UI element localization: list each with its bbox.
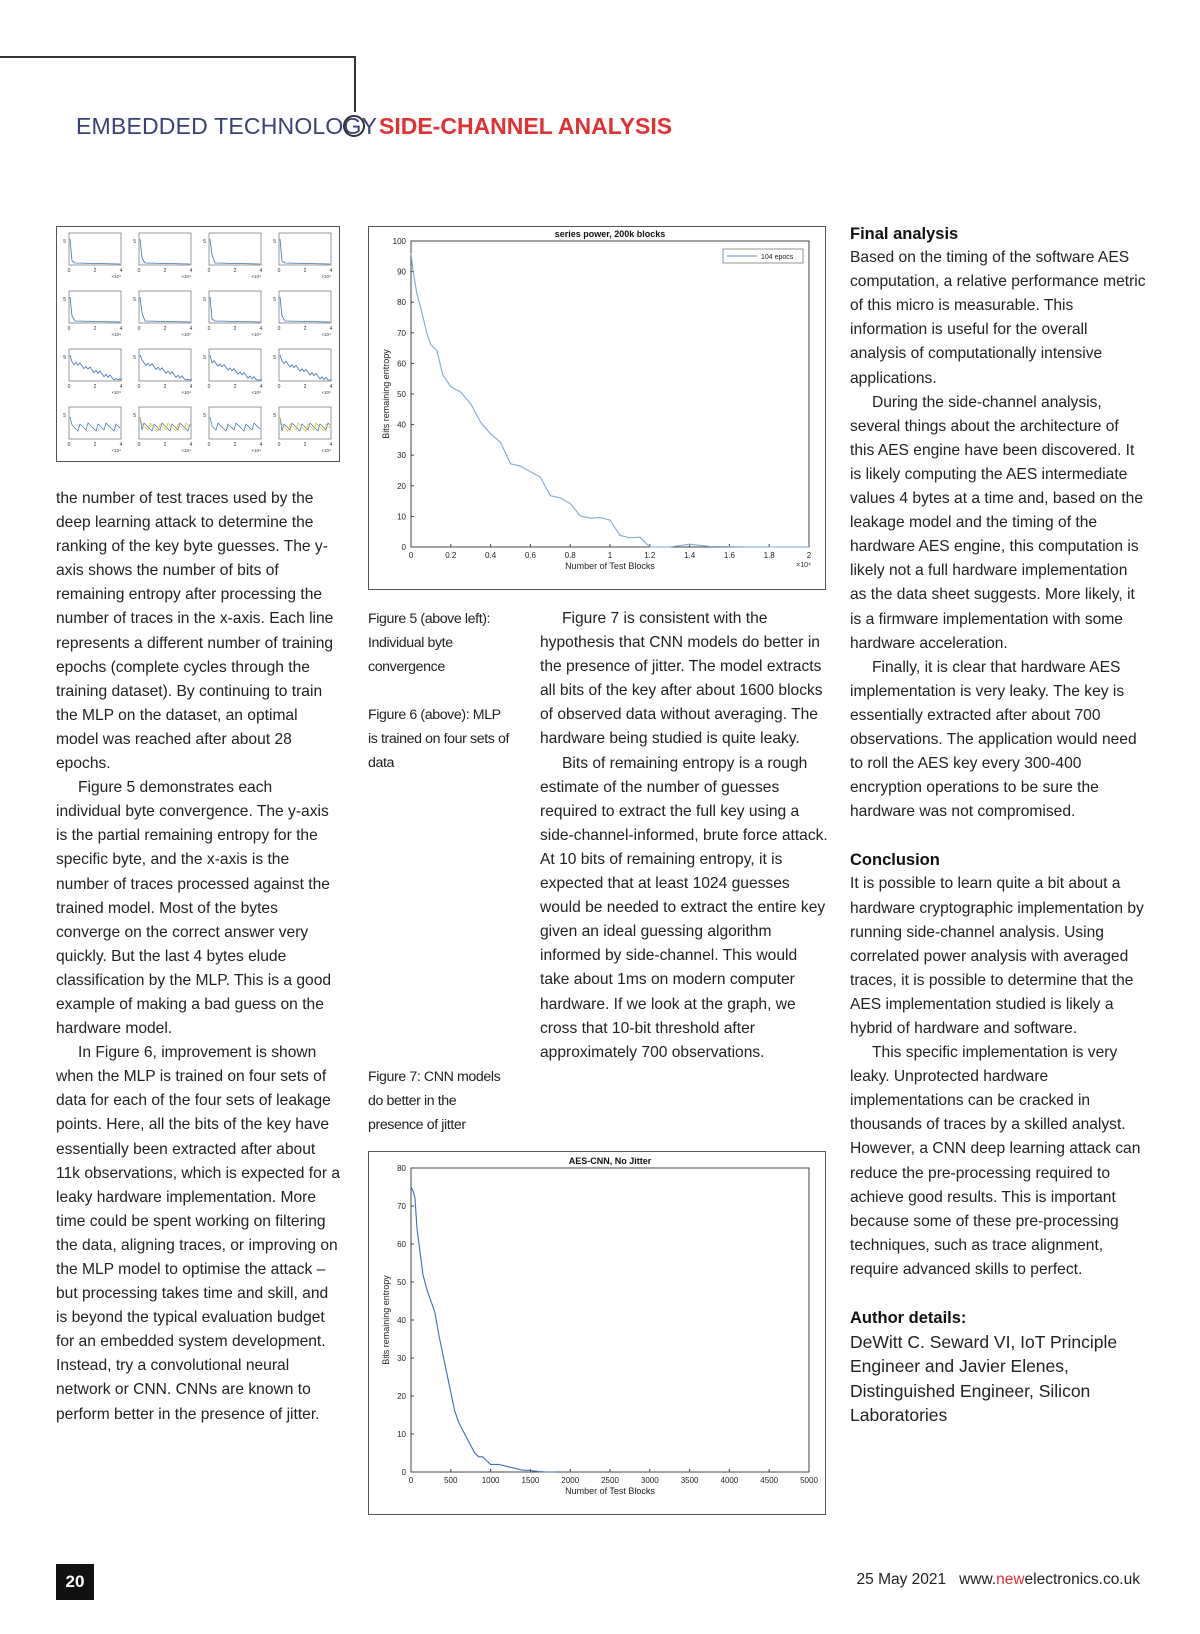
footer-date: 25 May 2021	[856, 1571, 947, 1588]
mini-x-exponent: ×10⁴	[111, 390, 121, 395]
mini-x-tick-label: 4	[329, 384, 333, 390]
y-tick-label: 70	[397, 328, 406, 338]
chart-title: series power, 200k blocks	[554, 229, 666, 239]
final-para-2: During the side-channel analysis, several things about the architecture of this AES engine have been discovered. It is likely computing the AES intermediate values 4 bytes at a time and, based on the leakage model and the timing of the hardware AES engine, this computation is likely not a full hardware implementation as the data sheet suggests. More likely, it is a firmware implementation with some hardware acceleration.	[850, 393, 1144, 652]
footer-site-post: electronics.co.uk	[1024, 1571, 1140, 1588]
plot-area	[411, 241, 809, 547]
x-tick-label: 2000	[561, 1476, 580, 1485]
mini-x-tick-label: 0	[67, 442, 71, 448]
mini-x-tick-label: 4	[259, 326, 263, 332]
x-tick-label: 2500	[601, 1476, 619, 1485]
footer-site-brand: new	[996, 1571, 1025, 1588]
mini-y-tick-label: 5	[273, 297, 276, 303]
col1-para-1: the number of test traces used by the deep learning attack to determine the ranking of the key byte guesses. The y-axis shows the number of bits of remaining entropy after processing the number of traces in the x-axis. Each line represents a different number of training epochs (complete cycles through the training dataset). By continuing to train the MLP on the dataset, an optimal model was reached after about 28 epochs.	[56, 490, 334, 773]
mini-x-tick-label: 2	[233, 384, 237, 390]
y-tick-label: 20	[397, 1392, 406, 1401]
figure-7-chart	[369, 1152, 825, 1514]
mini-plot-frame	[69, 233, 121, 265]
mini-x-tick-label: 0	[137, 268, 141, 274]
x-tick-label: 5000	[800, 1476, 818, 1485]
y-tick-label: 10	[397, 512, 406, 522]
column-3	[850, 222, 1146, 1427]
mini-x-exponent: ×10⁴	[111, 448, 121, 453]
mini-x-exponent: ×10⁴	[251, 390, 261, 395]
y-tick-label: 40	[397, 420, 406, 430]
mini-x-tick-label: 0	[277, 442, 281, 448]
mini-y-tick-label: 5	[133, 413, 136, 419]
mini-x-tick-label: 4	[119, 442, 123, 448]
mini-x-exponent: ×10⁴	[251, 274, 261, 279]
col1-para-3: In Figure 6, improvement is shown when the MLP is trained on four sets of data for each of the four sets of leakage points. Here, all the bits of the key have essentially been extracted after about 11k observations, which is expected for a leaky hardware implementation. More time could be spent working on filtering the data, aligning traces, or improving on the MLP model to optimise the attack – but processing takes time and skill, and is beyond the typical evaluation budget for an embedded system development. Instead, try a convolutional neural network or CNN. CNNs are known to perform better in the presence of jitter.	[56, 1044, 341, 1423]
mini-plot-frame	[279, 407, 331, 439]
x-tick-label: 0.6	[524, 551, 536, 560]
mini-x-tick-label: 0	[277, 384, 281, 390]
figure-7-caption: Figure 7: CNN models do better in the presence of jitter	[368, 1069, 501, 1134]
y-tick-label: 80	[397, 298, 406, 308]
conclusion-para-2: This specific implementation is very leaky. Unprotected hardware implementations can be cracked in thousands of traces by a skilled analyst. However, a CNN deep learning attack can reduce the pre-processing required to achieve good results. This is important because some of these pre-processing techniques, such as trace alignment, require advanced skills to perfect.	[850, 1044, 1141, 1278]
mini-x-tick-label: 2	[233, 326, 237, 332]
footer-site-pre: www.	[959, 1571, 997, 1588]
x-axis-label: Number of Test Blocks	[565, 1486, 655, 1496]
mini-x-exponent: ×10⁴	[111, 332, 121, 337]
mini-y-tick-label: 5	[133, 239, 136, 245]
topic-title: SIDE-CHANNEL ANALYSIS	[379, 113, 673, 139]
x-tick-label: 1.2	[644, 551, 656, 560]
y-tick-label: 60	[397, 1240, 406, 1249]
chart-title: AES-CNN, No Jitter	[568, 1156, 652, 1166]
mini-x-exponent: ×10⁴	[181, 332, 191, 337]
mini-x-tick-label: 2	[163, 268, 167, 274]
column-1	[56, 487, 340, 1427]
col2-para-1: Figure 7 is consistent with the hypothesis that CNN models do better in the presence of jitter. The model extracts all bits of the key after about 1600 blocks of observed data without averaging. The hardware being studied is quite leaky.	[540, 610, 823, 748]
conclusion-para-1: It is possible to learn quite a bit about a hardware cryptographic implementation by running side-channel analysis. Using correlated power analysis with averaged traces, it is possible to determine that the AES implementation studied is likely a hybrid of hardware and software.	[850, 875, 1144, 1037]
x-tick-label: 2	[806, 551, 812, 560]
mini-x-tick-label: 4	[119, 326, 123, 332]
mini-x-tick-label: 2	[303, 326, 307, 332]
y-tick-label: 100	[392, 237, 406, 246]
mini-plot-frame	[279, 291, 331, 323]
mini-x-exponent: ×10⁴	[181, 274, 191, 279]
x-tick-label: 1.8	[763, 551, 775, 560]
mini-x-exponent: ×10⁴	[181, 390, 191, 395]
mini-x-tick-label: 2	[163, 384, 167, 390]
mini-x-exponent: ×10⁴	[181, 448, 191, 453]
x-tick-label: 0	[408, 551, 414, 560]
mini-x-tick-label: 2	[93, 326, 97, 332]
mini-y-tick-label: 5	[203, 413, 206, 419]
mini-x-tick-label: 4	[189, 326, 193, 332]
section-title: EMBEDDED TECHNOLOGY	[76, 113, 378, 139]
mini-x-tick-label: 4	[119, 384, 123, 390]
mini-plot-frame	[139, 291, 191, 323]
mini-x-tick-label: 0	[137, 326, 141, 332]
mini-x-tick-label: 4	[329, 326, 333, 332]
mini-x-tick-label: 4	[189, 442, 193, 448]
mini-x-tick-label: 2	[93, 268, 97, 274]
mini-plot-frame	[279, 349, 331, 381]
mini-x-tick-label: 0	[67, 268, 71, 274]
y-tick-label: 40	[397, 1316, 406, 1325]
author-heading: Author details:	[850, 1309, 967, 1328]
x-tick-label: 1000	[481, 1476, 500, 1485]
mini-x-tick-label: 4	[189, 384, 193, 390]
mini-y-tick-label: 5	[203, 355, 206, 361]
mini-x-tick-label: 2	[163, 326, 167, 332]
mini-y-tick-label: 5	[203, 297, 206, 303]
header-rule	[0, 56, 355, 58]
legend-label: 104 epocs	[761, 254, 794, 261]
figure-6-chart	[369, 227, 825, 589]
mini-x-tick-label: 0	[277, 326, 281, 332]
y-tick-label: 70	[397, 1202, 406, 1211]
y-tick-label: 60	[397, 359, 406, 369]
mini-plot-frame	[69, 291, 121, 323]
mini-x-tick-label: 0	[137, 442, 141, 448]
footer-info	[857, 1571, 1140, 1589]
y-tick-label: 50	[397, 390, 406, 399]
header-rule-vertical	[354, 56, 356, 112]
y-tick-label: 20	[397, 481, 406, 491]
mini-y-tick-label: 5	[273, 239, 276, 245]
y-tick-label: 30	[397, 451, 406, 461]
x-tick-label: 500	[444, 1476, 458, 1485]
x-tick-label: 4000	[720, 1476, 739, 1485]
figure-7-chart-frame	[368, 1151, 826, 1515]
mini-x-tick-label: 0	[67, 326, 71, 332]
mini-x-tick-label: 4	[119, 268, 123, 274]
mini-x-tick-label: 4	[329, 268, 333, 274]
x-tick-label: 1.4	[684, 551, 696, 560]
x-tick-label: 3000	[640, 1476, 659, 1485]
mini-plot-frame	[69, 349, 121, 381]
mini-x-tick-label: 4	[189, 268, 193, 274]
conclusion-heading: Conclusion	[850, 851, 940, 870]
mini-x-tick-label: 0	[207, 384, 211, 390]
x-tick-label: 0.2	[445, 551, 457, 560]
y-tick-label: 80	[397, 1164, 406, 1173]
mini-plot-frame	[209, 407, 261, 439]
mini-y-tick-label: 5	[133, 297, 136, 303]
mini-x-tick-label: 2	[233, 268, 237, 274]
mini-y-tick-label: 5	[63, 239, 66, 245]
mini-x-exponent: ×10⁴	[321, 332, 331, 337]
x-tick-label: 0.8	[564, 551, 576, 560]
mini-x-tick-label: 4	[259, 384, 263, 390]
mini-x-tick-label: 0	[207, 268, 211, 274]
figure-5-panel-grid	[56, 226, 340, 462]
page-number: 20	[56, 1564, 94, 1600]
y-axis-label: Bits remaining entropy	[381, 349, 391, 439]
x-axis-label: Number of Test Blocks	[565, 561, 655, 571]
mini-plot-frame	[139, 233, 191, 265]
x-tick-label: 1500	[521, 1476, 540, 1485]
mini-plot-frame	[279, 233, 331, 265]
author-details: DeWitt C. Seward VI, IoT Principle Engineer and Javier Elenes, Distinguished Engineer, Silicon Laboratories	[850, 1332, 1118, 1426]
x-tick-label: 1.6	[723, 551, 735, 560]
mini-x-tick-label: 4	[259, 442, 263, 448]
x-tick-label: 0.4	[485, 551, 497, 560]
y-axis-label: Bits remaining entropy	[381, 1275, 391, 1365]
mini-x-tick-label: 4	[329, 442, 333, 448]
figure-6-caption: Figure 6 (above): MLP is trained on four sets of data	[368, 707, 510, 772]
figure-5-chart	[57, 227, 339, 461]
mini-x-tick-label: 2	[233, 442, 237, 448]
mini-x-tick-label: 0	[137, 384, 141, 390]
mini-x-tick-label: 2	[93, 442, 97, 448]
mini-x-tick-label: 2	[303, 384, 307, 390]
mini-x-exponent: ×10⁴	[251, 448, 261, 453]
y-tick-label: 50	[397, 1278, 406, 1287]
mini-x-tick-label: 2	[163, 442, 167, 448]
final-analysis-heading: Final analysis	[850, 225, 959, 243]
mini-x-tick-label: 4	[259, 268, 263, 274]
mini-x-tick-label: 0	[207, 326, 211, 332]
mini-plot-frame	[209, 291, 261, 323]
y-tick-label: 90	[397, 267, 406, 277]
mini-x-exponent: ×10⁴	[321, 274, 331, 279]
mini-x-tick-label: 0	[67, 384, 71, 390]
mini-y-tick-label: 5	[273, 413, 276, 419]
mini-y-tick-label: 5	[63, 297, 66, 303]
mini-y-tick-label: 5	[63, 355, 66, 361]
figure-5-caption: Figure 5 (above left): Individual byte convergence	[368, 611, 491, 676]
mini-y-tick-label: 5	[133, 355, 136, 361]
mini-x-tick-label: 2	[303, 268, 307, 274]
mini-x-exponent: ×10⁴	[251, 332, 261, 337]
x-tick-label: 1	[607, 551, 613, 560]
mini-x-tick-label: 2	[93, 384, 97, 390]
col2-para-2: Bits of remaining entropy is a rough estimate of the number of guesses required to extract the full key using a side-channel-informed, brute force attack. At 10 bits of remaining entropy, it is expected that at least 1024 guesses would be needed to extract the entire key given an ideal guessing algorithm informed by side-channel. This would take about 1ms on modern computer hardware. If we look at the graph, we cross that 10-bit threshold after approximately 700 observations.	[540, 754, 828, 1061]
mini-y-tick-label: 5	[63, 413, 66, 419]
final-para-1: Based on the timing of the software AES computation, a relative performance metric of this micro is measurable. This information is useful for the overall analysis of computationally intensive applications.	[850, 249, 1146, 387]
mini-plot-frame	[69, 407, 121, 439]
mini-y-tick-label: 5	[203, 239, 206, 245]
x-tick-label: 4500	[760, 1476, 779, 1485]
mini-y-tick-label: 5	[273, 355, 276, 361]
x-tick-label: 0	[408, 1476, 414, 1485]
y-tick-label: 0	[401, 543, 406, 552]
mini-x-exponent: ×10⁴	[111, 274, 121, 279]
y-tick-label: 30	[397, 1354, 406, 1363]
column-2	[540, 607, 830, 1065]
x-exponent-label: ×10⁴	[796, 562, 811, 569]
mini-plot-frame	[209, 233, 261, 265]
series-line	[411, 1187, 554, 1472]
mini-x-exponent: ×10⁴	[321, 390, 331, 395]
figure-6-chart-frame	[368, 226, 826, 590]
mini-plot-frame	[139, 407, 191, 439]
final-para-3: Finally, it is clear that hardware AES implementation is very leaky. The key is essentially extracted after about 700 observations. The application would need to roll the AES key every 300-400 encryption operations to be sure the hardware was not compromised.	[850, 658, 1137, 821]
col1-para-2: Figure 5 demonstrates each individual byte convergence. The y-axis is the partial remaining entropy for the specific byte, and the x-axis is the number of traces processed against the trained model. Most of the bytes converge on the correct answer very quickly. But the last 4 bytes elude classification by the MLP. This is a good example of making a bad guess on the hardware model.	[56, 779, 332, 1038]
plot-area	[411, 1168, 809, 1472]
y-tick-label: 0	[401, 1468, 406, 1477]
mini-x-tick-label: 0	[277, 268, 281, 274]
y-tick-label: 10	[397, 1430, 406, 1439]
mini-x-exponent: ×10⁴	[321, 448, 331, 453]
series-line	[411, 253, 809, 547]
x-tick-label: 3500	[680, 1476, 699, 1485]
mini-x-tick-label: 2	[303, 442, 307, 448]
mini-x-tick-label: 0	[207, 442, 211, 448]
